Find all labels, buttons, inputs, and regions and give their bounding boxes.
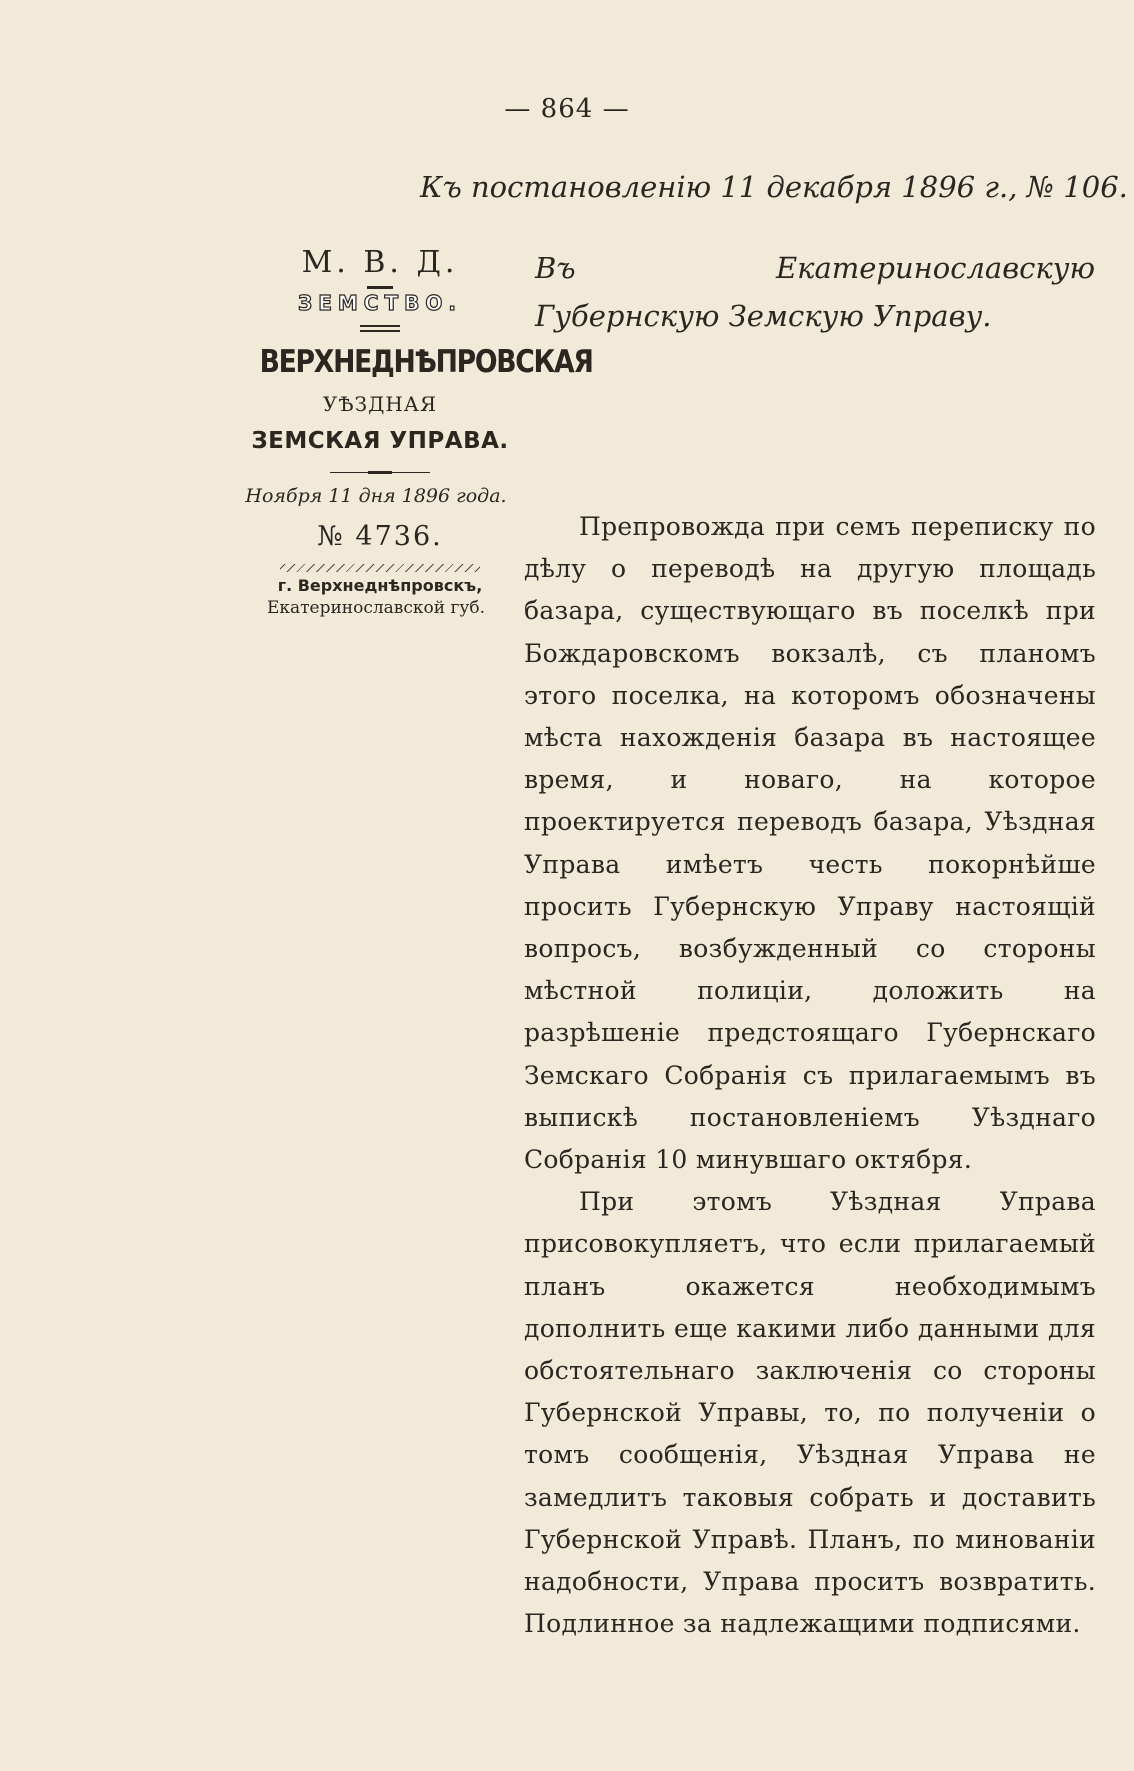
letter-body [524, 506, 1096, 1645]
province-label: Екатеринославской губ. [266, 598, 486, 618]
ministry-label: М. В. Д. [301, 245, 459, 280]
letter-date: Ноября 11 дня 1896 года. [245, 485, 507, 507]
body-paragraph: При этомъ Уѣздная Управа присовокупляетъ, что если прилагаемый планъ окажется необходимымъ дополнить еще какими либо данными для обстоятельнаго заключенія со стороны Губернской Управы, то, по полученіи о томъ сообщенія, Уѣздная Управа не замедлитъ таковыя собрать и доставить Губернской Управѣ. Планъ, по минованіи надобности, Управа проситъ возвратить. Подлинное за надлежащими подписями. [524, 1187, 1096, 1639]
page-number: — 864 — [504, 94, 630, 124]
letterhead-column [240, 245, 593, 618]
divider [367, 286, 393, 289]
addressee: Въ Екатеринославскую Губернскую Земскую Управу. [535, 251, 1095, 333]
council-name-line3: ЗЕМСКАЯ УПРАВА. [251, 428, 509, 454]
body-paragraph: Препровожда при семъ переписку по дѣлу о переводѣ на другую площадь базара, существующаго въ поселкѣ при Бождаровскомъ вокзалѣ, съ планомъ этого поселка, на которомъ обозначены мѣста нахожденія базара въ настоящее время, и новаго, на которое проектируется переводъ базара, Уѣздная Управа имѣетъ честь покорнѣйше просить Губернскую Управу настоящій вопросъ, возбужденный со стороны мѣстной полиціи, доложить на разрѣшеніе предстоящаго Губернскаго Земскаго Собранія съ прилагаемымъ въ выпискѣ постановленіемъ Уѣзднаго Собранія 10 минувшаго октября. [524, 512, 1096, 1175]
council-name-line2: УѢЗДНАЯ [322, 392, 438, 416]
divider [330, 472, 430, 473]
city-label: г. Верхнеднѣпровскъ, [277, 576, 483, 595]
ornamental-divider [280, 564, 480, 572]
council-name-line1: ВЕРХНЕДНѢПРОВСКАЯ [259, 344, 593, 380]
department-label: ЗЕМСТВО. [298, 291, 462, 315]
divider [360, 325, 400, 332]
reference-number: № 4736. [317, 521, 443, 552]
resolution-reference: Къ постановленію 11 декабря 1896 г., № 106. [420, 170, 1128, 204]
